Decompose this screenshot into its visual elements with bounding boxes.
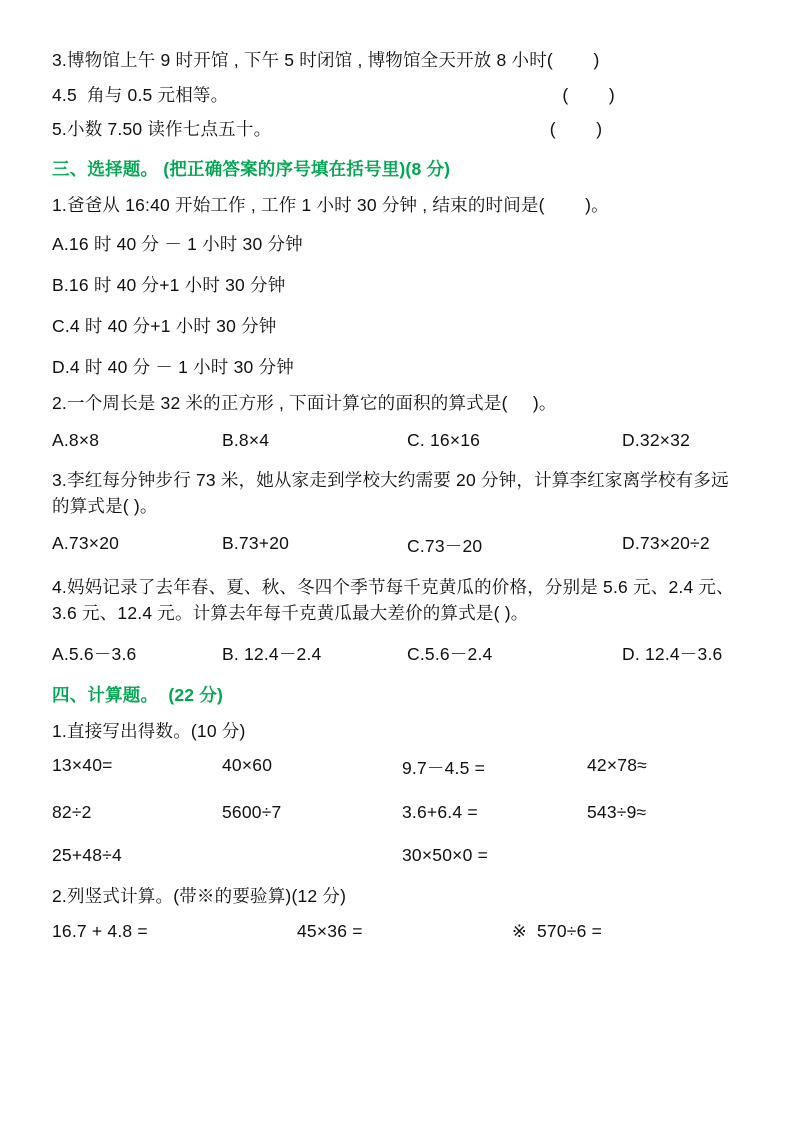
calc-item: ※ 570÷6 = (512, 920, 603, 941)
calc-item: 16.7 + 4.8 = (52, 920, 148, 941)
calc-item: 543÷9≈ (587, 802, 647, 822)
choice-q4-stem: 4.妈妈记录了去年春、夏、秋、冬四个季节每千克黄瓜的价格，分别是 5.6 元、2.4 元、3.6 元、12.4 元。计算去年每千克黄瓜最大差价的算式是( )。 (52, 577, 734, 624)
choice-q3-option-a: A.73×20 (52, 533, 120, 553)
calc-item: 5600÷7 (222, 802, 282, 822)
calc-item: 40×60 (222, 755, 273, 775)
choice-q4-option-b: B. 12.4－2.4 (222, 643, 322, 664)
judgement-item-3: 3.博物馆上午 9 时开馆 , 下午 5 时闭馆 , 博物馆全天开放 8 小时( ) (52, 50, 600, 70)
choice-q4-option-d: D. 12.4－3.6 (622, 643, 723, 664)
calc-item: 25+48÷4 (52, 845, 122, 865)
calc-sub2-title: 2.列竖式计算。(带※的要验算)(12 分) (52, 886, 347, 906)
judgement-item-4: 4.5 角与 0.5 元相等。 ( ) (52, 84, 615, 105)
calc-sub1-title: 1.直接写出得数。(10 分) (52, 720, 246, 741)
calc-sub1-row-1 (52, 755, 741, 780)
choice-q4-option-c: C.5.6－2.4 (407, 643, 493, 664)
choice-q3-stem: 3.李红每分钟步行 73 米，她从家走到学校大约需要 20 分钟，计算李红家离学校有多远的算式是( )。 (52, 469, 729, 516)
calc-item: 13×40= (52, 755, 113, 775)
choice-q2-option-b: B.8×4 (222, 429, 270, 450)
choice-q1-option-c: C.4 时 40 分+1 小时 30 分钟 (52, 316, 277, 336)
choice-q4-options (52, 641, 741, 666)
calc-item (222, 845, 402, 866)
choice-q2-options (52, 430, 741, 451)
choice-q3-option-d: D.73×20÷2 (622, 533, 710, 553)
calc-item: 3.6+6.4 = (402, 802, 478, 822)
calc-sub1-row-2 (52, 802, 741, 823)
choice-q3-option-c: C.73－20 (407, 536, 483, 556)
calc-item: 42×78≈ (587, 755, 647, 775)
choice-q2-option-a: A.8×8 (52, 429, 100, 450)
choice-q2-stem: 2.一个周长是 32 米的正方形 , 下面计算它的面积的算式是( )。 (52, 393, 557, 413)
choice-q1-option-d: D.4 时 40 分 － 1 小时 30 分钟 (52, 357, 294, 377)
choice-q1-option-b: B.16 时 40 分+1 小时 30 分钟 (52, 275, 286, 295)
choice-q3-option-b: B.73+20 (222, 533, 290, 553)
choice-q1-option-a: A.16 时 40 分 － 1 小时 30 分钟 (52, 234, 303, 254)
choice-q2-option-d: D.32×32 (622, 429, 691, 450)
calc-item (587, 845, 741, 866)
calc-item: 9.7－4.5 = (402, 758, 486, 778)
choice-q4-option-a: A.5.6－3.6 (52, 643, 137, 664)
calc-item: 82÷2 (52, 802, 92, 822)
choice-q2-option-c: C. 16×16 (407, 429, 481, 450)
calc-item: 30×50×0 = (402, 845, 488, 865)
section-heading-four: 四、计算题。 (22 分) (52, 684, 224, 705)
judgement-item-5: 5.小数 7.50 读作七点五十。 ( ) (52, 119, 603, 139)
calc-sub2-row-1 (52, 921, 741, 942)
calc-item: 45×36 = (297, 920, 363, 941)
section-heading-three: 三、选择题。 (把正确答案的序号填在括号里)(8 分) (52, 158, 451, 179)
calc-sub1-row-3 (52, 845, 741, 866)
choice-q3-options (52, 533, 741, 558)
choice-q1-stem: 1.爸爸从 16:40 开始工作 , 工作 1 小时 30 分钟 , 结束的时间是( )。 (52, 194, 609, 215)
